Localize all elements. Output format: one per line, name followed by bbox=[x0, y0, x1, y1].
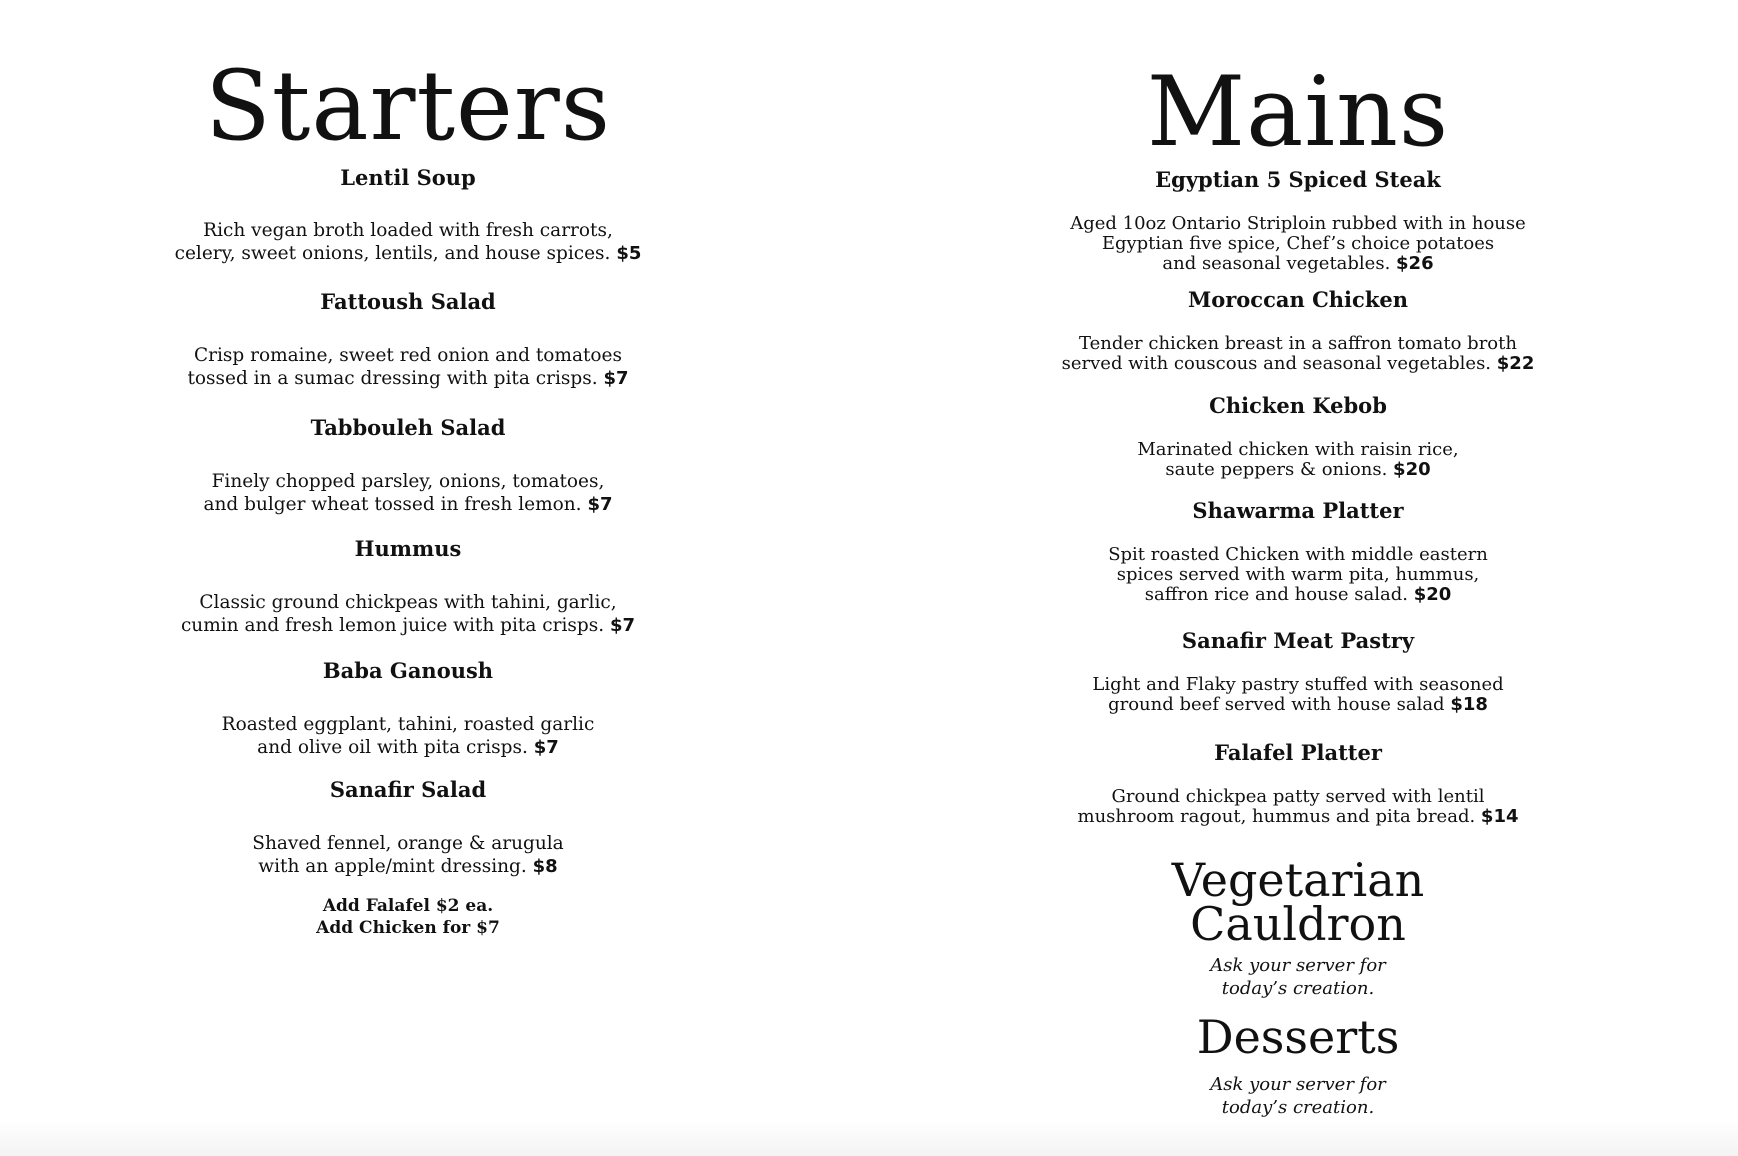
item-price: $18 bbox=[1450, 694, 1488, 715]
item-name: Chicken Kebob bbox=[1209, 393, 1387, 418]
vegetarian-heading: Vegetarian Cauldron bbox=[1171, 853, 1425, 951]
item-name: Moroccan Chicken bbox=[1187, 287, 1408, 312]
item-price: $7 bbox=[603, 368, 629, 389]
item-description: Tender chicken breast in a saffron tomato broth served with couscous and seasonal vegetables. $22 bbox=[1061, 333, 1535, 374]
item-price: $7 bbox=[533, 737, 559, 758]
item-description: Ground chickpea patty served with lentil mushroom ragout, hummus and pita bread. $14 bbox=[1077, 786, 1519, 827]
item-price: $7 bbox=[609, 615, 636, 636]
item-description: Rich vegan broth loaded with fresh carrots, celery, sweet onions, lentils, and house spices. $5 bbox=[174, 220, 642, 264]
item-price: $8 bbox=[532, 856, 558, 877]
item-name: Lentil Soup bbox=[340, 165, 476, 190]
item-description: Light and Flaky pastry stuffed with seasoned ground beef served with house salad $18 bbox=[1092, 674, 1504, 715]
desserts-note: Ask your server for today’s creation. bbox=[1210, 1074, 1386, 1118]
item-name: Baba Ganoush bbox=[322, 658, 494, 683]
item-description: Aged 10oz Ontario Striploin rubbed with in house Egyptian five spice, Chef’s choice potatoes and seasonal vegetables. $26 bbox=[1070, 213, 1526, 274]
item-description: Shaved fennel, orange & arugula with an apple/mint dressing. $8 bbox=[252, 833, 564, 877]
item-description: Marinated chicken with raisin rice, saute peppers & onions. $20 bbox=[1137, 439, 1459, 480]
item-name: Shawarma Platter bbox=[1192, 498, 1404, 523]
item-description: Roasted eggplant, tahini, roasted garlic and olive oil with pita crisps. $7 bbox=[221, 714, 595, 758]
item-name: Fattoush Salad bbox=[320, 289, 496, 314]
item-price: $5 bbox=[616, 243, 642, 264]
item-name: Hummus bbox=[354, 536, 462, 561]
item-price: $22 bbox=[1496, 353, 1535, 374]
item-name: Sanafir Meat Pastry bbox=[1181, 628, 1415, 653]
item-name: Egyptian 5 Spiced Steak bbox=[1155, 167, 1441, 192]
item-description: Spit roasted Chicken with middle eastern spices served with warm pita, hummus, saffron rice and house salad. $20 bbox=[1108, 544, 1488, 605]
item-description: Crisp romaine, sweet red onion and tomatoes tossed in a sumac dressing with pita crisps. $7 bbox=[187, 345, 629, 389]
addon-falafel: Add Falafel $2 ea. bbox=[322, 896, 494, 916]
starters-heading: Starters bbox=[204, 50, 611, 162]
item-description: Finely chopped parsley, onions, tomatoes, and bulger wheat tossed in fresh lemon. $7 bbox=[203, 471, 613, 515]
item-name: Tabbouleh Salad bbox=[310, 415, 506, 440]
item-price: $26 bbox=[1396, 253, 1434, 274]
mains-heading: Mains bbox=[1146, 56, 1450, 168]
item-price: $20 bbox=[1393, 459, 1431, 480]
item-name: Sanafir Salad bbox=[329, 777, 487, 802]
vegetarian-note: Ask your server for today’s creation. bbox=[1210, 955, 1386, 999]
item-price: $20 bbox=[1413, 584, 1452, 605]
item-description: Classic ground chickpeas with tahini, garlic, cumin and fresh lemon juice with pita crisps. $7 bbox=[180, 592, 636, 636]
addons-note bbox=[148, 895, 668, 939]
item-name: Falafel Platter bbox=[1214, 740, 1382, 765]
addon-chicken: Add Chicken for $7 bbox=[316, 918, 500, 938]
item-price: $7 bbox=[587, 494, 613, 515]
item-price: $14 bbox=[1480, 806, 1519, 827]
desserts-heading: Desserts bbox=[1196, 1010, 1400, 1064]
